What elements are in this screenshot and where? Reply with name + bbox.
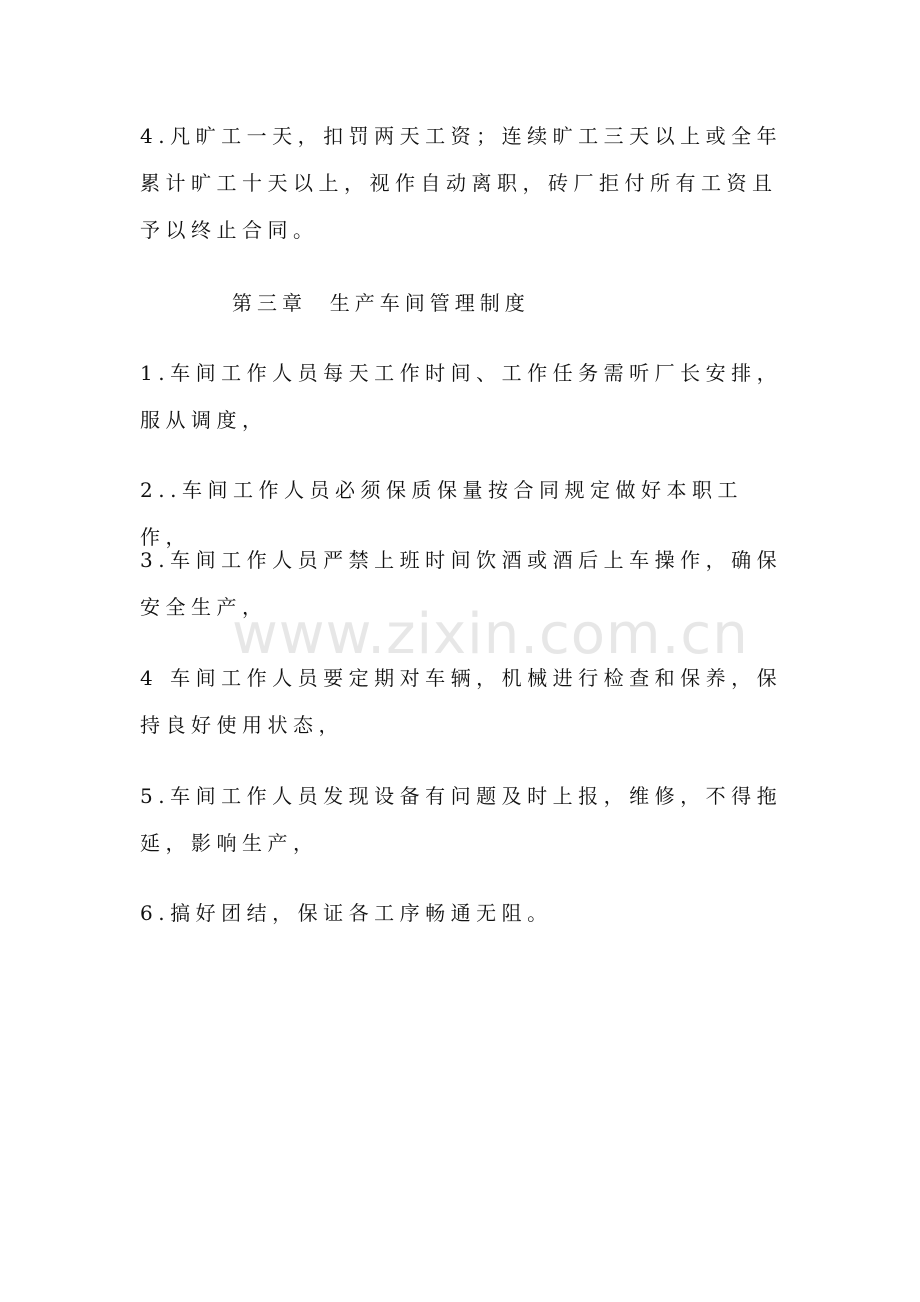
watermark: www.zixin.com.cn [232, 602, 749, 667]
rule-item-3: 3.车间工作人员严禁上班时间饮酒或酒后上车操作，确保安全生产， [140, 548, 783, 619]
rule-item-2: 2..车间工作人员必须保质保量按合同规定做好本职工作， [140, 478, 743, 549]
rule-item-6: 6.搞好团结，保证各工序畅通无阻。 [140, 901, 553, 925]
chapter-heading: 第三章 生产车间管理制度 [232, 291, 530, 315]
rule-item-1: 1.车间工作人员每天工作时间、工作任务需听厂长安排，服从调度， [140, 361, 783, 432]
rule-item-5: 5.车间工作人员发现设备有问题及时上报，维修，不得拖延，影响生产， [140, 784, 783, 855]
paragraph-absence-penalty: 4.凡旷工一天，扣罚两天工资；连续旷工三天以上或全年累计旷工十天以上，视作自动离职，砖厂拒付所有工资且予以终止合同。 [140, 124, 783, 242]
rule-item-4: 4 车间工作人员要定期对车辆，机械进行检查和保养，保持良好使用状态， [140, 666, 783, 737]
